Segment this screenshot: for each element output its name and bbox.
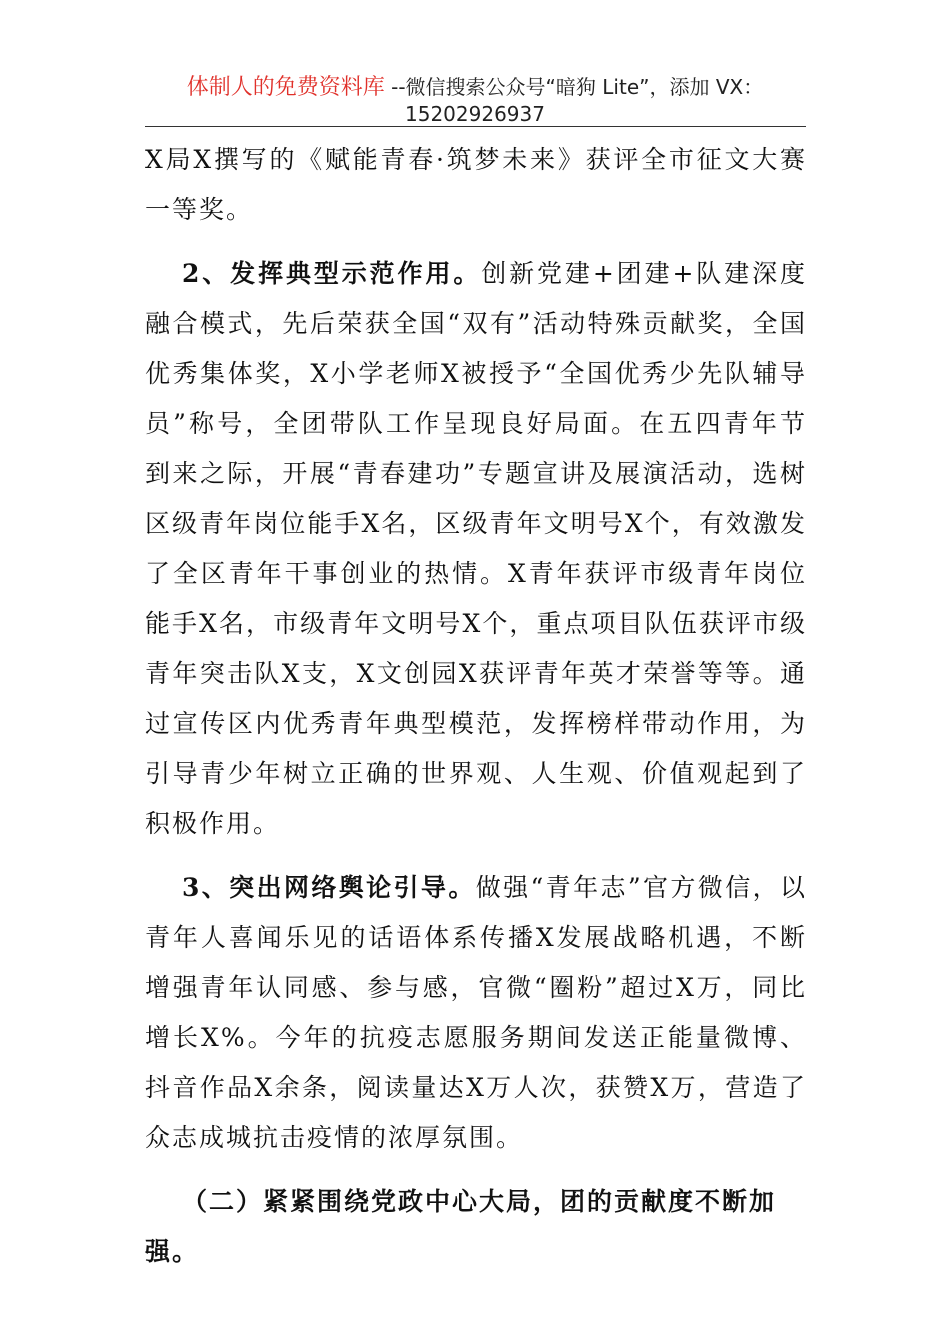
paragraph-3-body: 做强“青年志”官方微信，以青年人喜闻乐见的话语体系传播X发展战略机遇，不断增强青年认同感、参与感，官微“圈粉”超过X万，同比增长X%。今年的抗疫志愿服务期间发送正能量微博、抖音作品X余条，阅读量达X万人次，获赞X万，营造了众志成城抗击疫情的浓厚氛围。 [145, 873, 807, 1152]
paragraph-2-body: 创新党建+团建+队建深度融合模式，先后荣获全国“双有”活动特殊贡献奖，全国优秀集体奖，X小学老师X被授予“全国优秀少先队辅导员”称号，全团带队工作呈现良好局面。在五四青年节到来之际，开展“青春建功”专题宣讲及展演活动，选树区级青年岗位能手X名，区级青年文明号X个，有效激发了全区青年干事创业的热情。X青年获评市级青年岗位能手X名，市级青年文明号X个，重点项目队伍获评市级青年突击队X支，X文创园X获评青年英才荣誉等等。通过宣传区内优秀青年典型模范，发挥榜样带动作用，为引导青少年树立正确的世界观、人生观、价值观起到了积极作用。 [145, 259, 807, 838]
paragraph-3 [145, 863, 807, 1163]
header-divider [145, 126, 806, 127]
paragraph-1: X局X撰写的《赋能青春·筑梦未来》获评全市征文大赛一等奖。 [145, 145, 807, 224]
paragraph-2 [145, 249, 807, 849]
header-brand: 体制人的免费资料库 [186, 75, 385, 100]
document-body [145, 135, 807, 1277]
page-header [145, 74, 805, 128]
header-line-1 [145, 74, 805, 101]
header-contact-number: 15202926937 [405, 102, 545, 126]
paragraph-2-title: 2、发挥典型示范作用。 [182, 259, 482, 288]
paragraph-3-title: 3、突出网络舆论引导。 [182, 873, 476, 902]
section-heading-2: （二）紧紧围绕党政中心大局，团的贡献度不断加强。 [145, 1187, 777, 1266]
header-promo-text: --微信搜索公众号“暗狗 Lite”，添加 VX： [384, 75, 764, 99]
